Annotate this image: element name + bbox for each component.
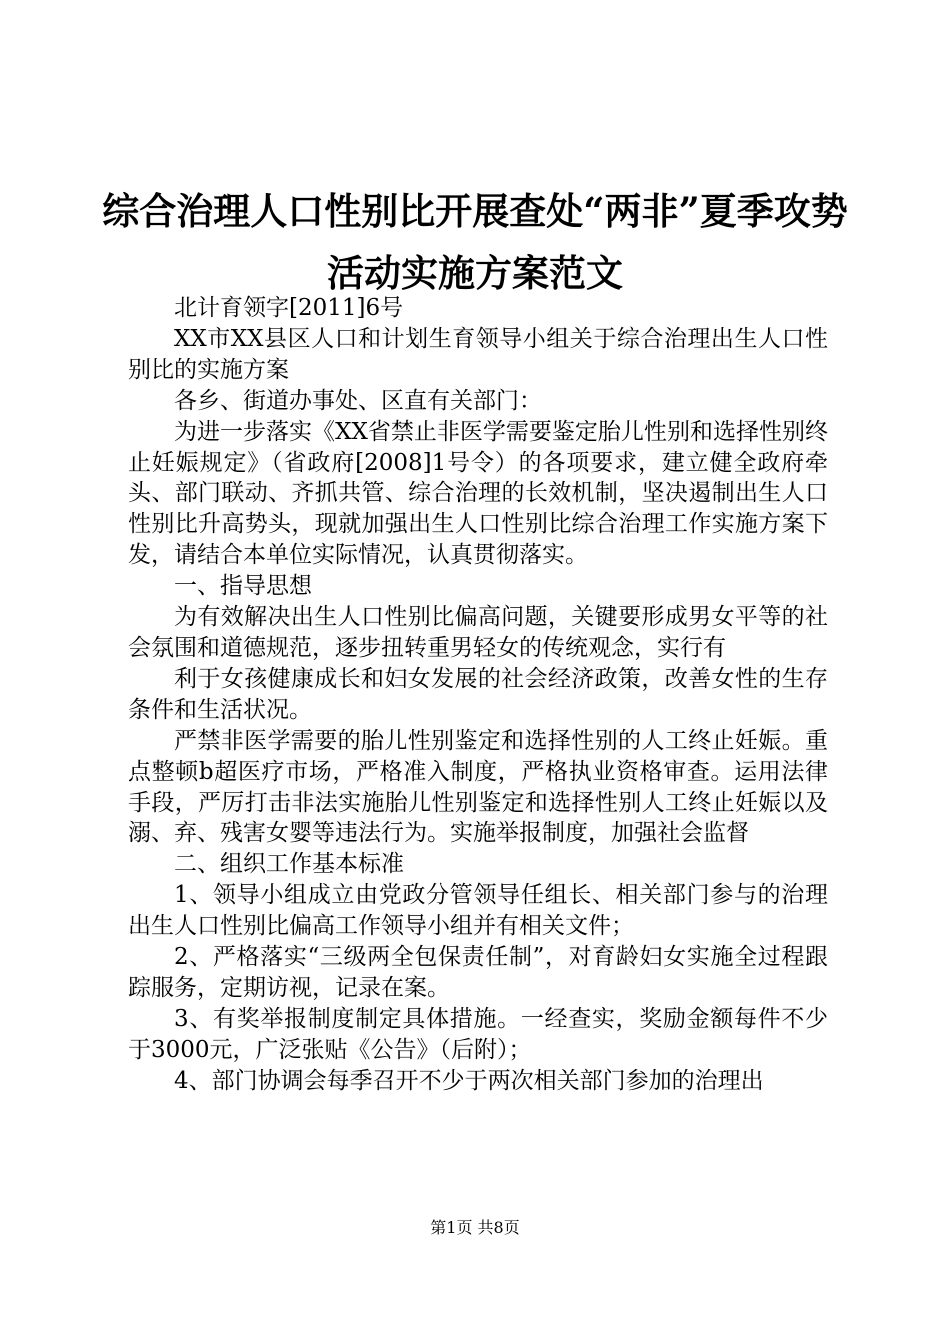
document-number: 北计育领字[2011]6号 — [174, 295, 404, 321]
list-item: 3、有奖举报制度制定具体措施。一经查实，奖励金额每件不少于3000元，广泛张贴《公告》（后附）； — [128, 1005, 828, 1063]
list-item: 1、领导小组成立由党政分管领导任组长、相关部门参与的治理出生人口性别比偏高工作领导小组并有相关文件； — [128, 882, 828, 940]
body-paragraph: 为有效解决出生人口性别比偏高问题，关键要形成男女平等的社会氛围和道德规范，逐步扭转重男轻女的传统观念，实行有 — [128, 604, 828, 661]
section-heading: 一、指导思想 — [174, 573, 312, 600]
body-paragraph: 严禁非医学需要的胎儿性别鉴定和选择性别的人工终止妊娠。重点整顿b超医疗市场，严格准入制度，严格执业资格审查。运用法律手段，严厉打击非法实施胎儿性别鉴定和选择性别人工终止妊娠以及溺、弃、残害女婴等违法行为。实施举报制度，加强社会监督 — [128, 727, 828, 847]
page-footer: 第1页 共8页 — [430, 1218, 520, 1237]
document-subject: XX市XX县区人口和计划生育领导小组关于综合治理出生人口性别比的实施方案 — [128, 325, 828, 383]
body-paragraph: 利于女孩健康成长和妇女发展的社会经济政策，改善女性的生存条件和生活状况。 — [128, 665, 828, 723]
document-body — [128, 293, 828, 1097]
addressee: 各乡、街道办事处、区直有关部门： — [174, 387, 542, 414]
section-heading: 二、组织工作基本标准 — [174, 851, 404, 878]
document-title: 综合治理人口性别比开展查处“两非”夏季攻势活动实施方案范文 — [102, 189, 848, 295]
list-item: 4、部门协调会每季召开不少于两次相关部门参加的治理出 — [174, 1067, 764, 1094]
body-paragraph: 为进一步落实《XX省禁止非医学需要鉴定胎儿性别和选择性别终止妊娠规定》（省政府[2008]1号令）的各项要求，建立健全政府牵头、部门联动、齐抓共管、综合治理的长效机制，坚决遏制出生人口性别比升高势头，现就加强出生人口性别比综合治理工作实施方案下发，请结合本单位实际情况，认真贯彻落实。 — [128, 418, 828, 569]
list-item: 2、严格落实“三级两全包保责任制”，对育龄妇女实施全过程跟踪服务，定期访视，记录在案。 — [128, 944, 828, 1001]
